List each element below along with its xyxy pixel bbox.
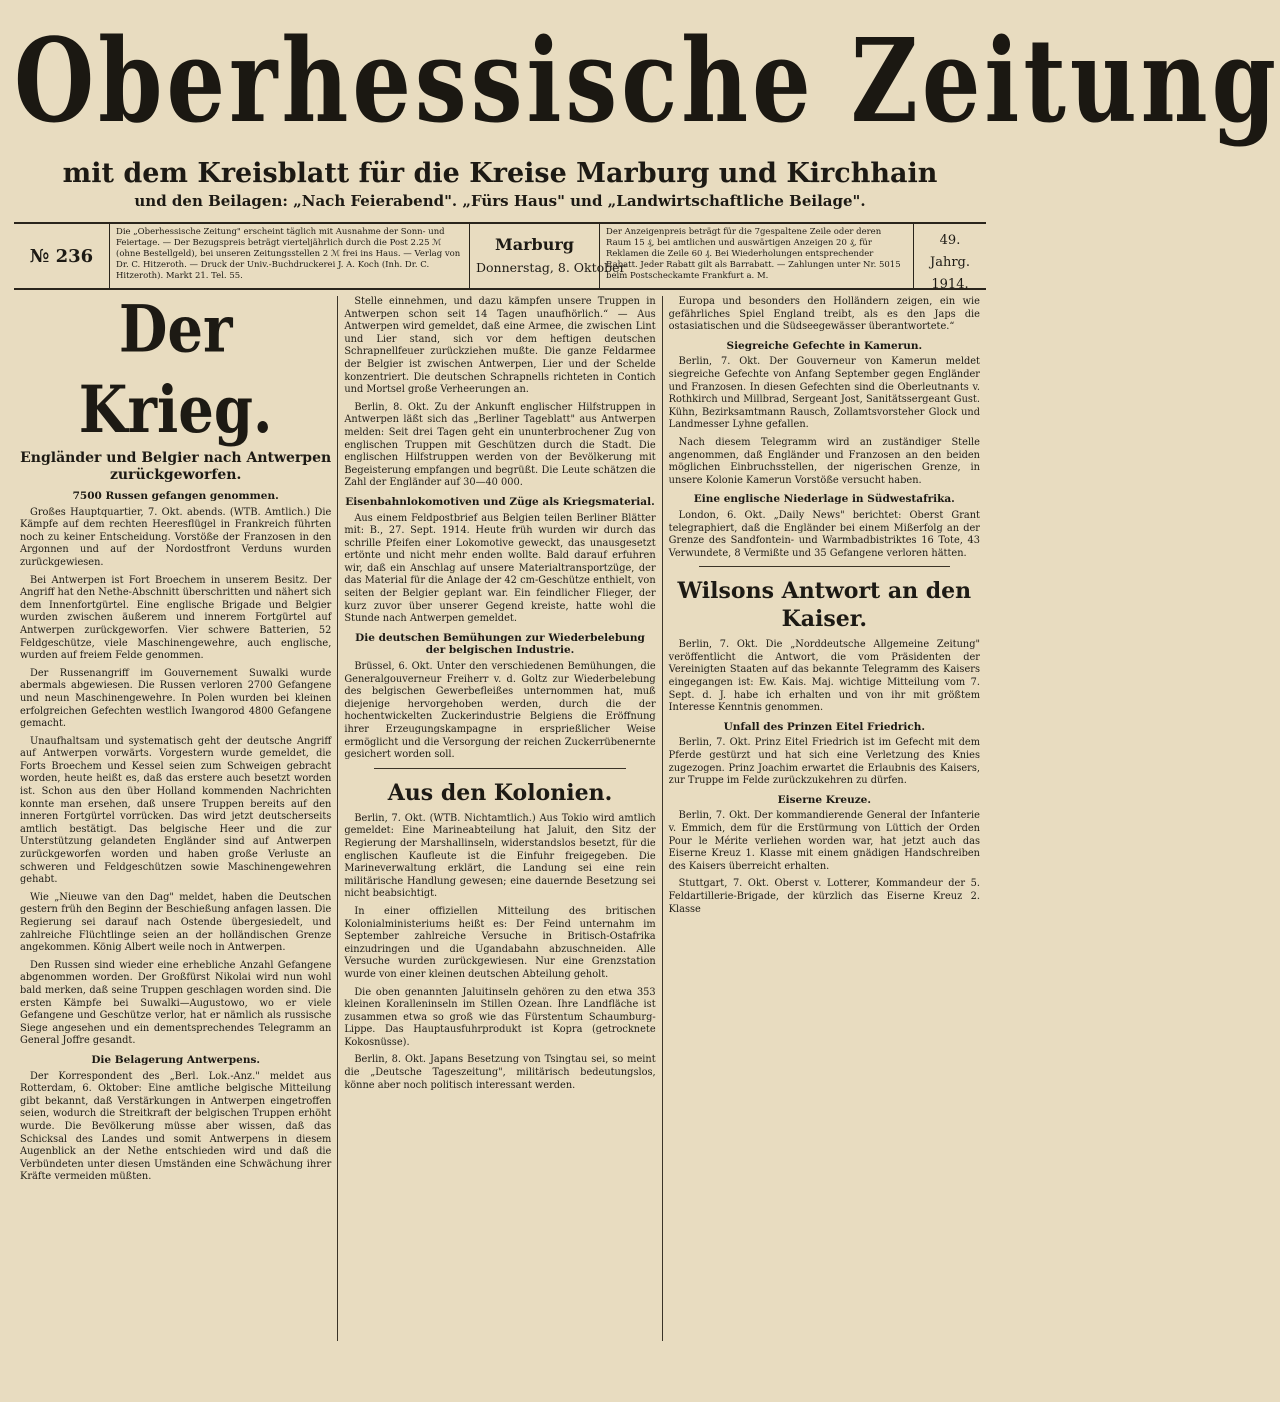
- paragraph: Der Russenangriff im Gouvernement Suwalki wurde abermals abgewiesen. Die Russen verloren 2700 Gefangene und neun Maschinengewehre. In Polen wurden bei kleinen erfolgreichen Gefechten westlich Iwangorod 4800 Gefangene gemacht.: [20, 667, 332, 730]
- paragraph: Berlin, 8. Okt. Zu der Ankunft englischer Hilfstruppen in Antwerpen läßt sich das „Berliner Tageblatt" aus Antwerpen melden: Seit drei Tagen geht ein ununterbrochener Zug von englischen Truppen mit Geschützen durch die Stadt. Die englischen Hilfstruppen werden von der Bevölkerung mit Begeisterung empfangen und begrüßt. Die Leute schätzen die Zahl der Engländer auf 30—40 000.: [344, 401, 656, 489]
- paragraph: In einer offiziellen Mitteilung des britischen Kolonialministeriums heißt es: Der Feind unternahm im September zahlreiche Versuche in Britisch-Ostafrika einzudringen und die Ugandabahn abzuschneiden. Alle Versuche wurden zurückgewiesen. Nur eine Grenzstation wurde von einer kleinen deutschen Abteilung geholt.: [344, 905, 656, 980]
- issue-number: № 236: [14, 224, 110, 288]
- paragraph: Berlin, 7. Okt. Der Gouverneur von Kamerun meldet siegreiche Gefechte von Anfang September gegen Engländer und Franzosen. In diesen Gefechten sind die Oberleutnants v. Rothkirch und Millbrad, Sergeant Jost, Sanitätssergeant Gust. Kühn, Bezirksamtmann Rausch, Zollamtsvorsteher Glock und Landmesser Lyhne gefallen.: [668, 356, 980, 431]
- newspaper-subtitle: mit dem Kreisblatt für die Kreise Marburg und Kirchhain: [62, 158, 938, 189]
- paragraph: Wie „Nieuwe van den Dag" meldet, haben die Deutschen gestern früh den Beginn der Beschießung anfagen lassen. Die Regierung sei darauf nach Ostende übergesiedelt, und zahlreiche Flüchtlinge seien an der holländischen Grenze angekommen. König Albert weile noch in Antwerpen.: [20, 891, 332, 954]
- paragraph: Berlin, 8. Okt. Japans Besetzung von Tsingtau sei, so meint die „Deutsche Tageszeitung", militärisch bedeutungslos, könne aber noch politisch interessant werden.: [344, 1054, 656, 1091]
- paragraph: Nach diesem Telegramm wird an zuständiger Stelle angenommen, daß Engländer und Franzosen an den beiden möglichen Einbruchsstellen, der nigerischen Grenze, in unsere Kolonie Kamerun Vorstöße versucht haben.: [668, 436, 980, 486]
- volume-block: [914, 224, 986, 292]
- subheadline: 7500 Russen gefangen genommen.: [72, 490, 279, 502]
- date-block: [470, 224, 626, 288]
- headline: Wilsons Antwort an den Kaiser.: [677, 578, 972, 633]
- subheadline: Eine englische Niederlage in Südwestafrika.: [693, 493, 955, 506]
- subscription-info: Die „Oberhessische Zeitung" erscheint täglich mit Ausnahme der Sonn- und Feiertage. — Der Bezugspreis beträgt vierteljährlich durch die Post 2.25 ℳ (ohne Bestellgeld), bei unseren Zeitungsstellen 2 ℳ frei ins Haus. — Verlag von Dr. C. Hitzeroth. — Druck der Univ.-Buchdruckerei J. A. Koch (Inh. Dr. C. Hitzeroth). Markt 21. Tel. 55.: [110, 224, 470, 288]
- year: 1914.: [931, 277, 969, 292]
- column-3: [663, 296, 986, 1341]
- paragraph: Stelle einnehmen, und dazu kämpfen unsere Truppen in Antwerpen schon seit 14 Tagen unaufhörlich.“ — Aus Antwerpen wird gemeldet, daß eine Armee, die zwischen Lint und Lier stand, sich vor dem heftigen deutschen Schrapnellfeuer zurückziehen mußte. Die ganze Feldarmee der Belgier ist zwischen Antwerpen, Lier und der Schelde konzentriert. Die deutschen Schrapnells richteten in Contich und Mortsel große Verheerungen an.: [344, 296, 656, 396]
- info-bar: [14, 222, 986, 290]
- subheadline: Die Belagerung Antwerpens.: [91, 1053, 261, 1066]
- advertising-info: Der Anzeigenpreis beträgt für die 7gespaltene Zeile oder deren Raum 15 ₰, bei amtlichen und auswärtigen Anzeigen 20 ₰, für Reklamen die Zeile 60 ₰. Bei Wiederholungen entsprechender Rabatt. Jeder Rabatt gilt als Barrabatt. — Zahlungen unter Nr. 5015 beim Postscheckamte Frankfurt a. M.: [600, 224, 914, 288]
- headline: Engländer und Belgier nach Antwerpen zurückgeworfen.: [20, 450, 332, 483]
- paragraph: Berlin, 7. Okt. Der kommandierende General der Infanterie v. Emmich, dem für die Erstürmung von Lüttich der Orden Pour le Mérite verliehen worden war, hat jetzt auch das Eiserne Kreuz 1. Klasse mit einem gnädigen Handschreiben des Kaisers überreicht erhalten.: [668, 810, 980, 872]
- subheadline: Eisenbahnlokomotiven und Züge als Kriegsmaterial.: [345, 495, 655, 508]
- paragraph: Bei Antwerpen ist Fort Broechem in unserem Besitz. Der Angriff hat den Nethe-Abschnitt überschritten und nähert sich dem Innenfortgürtel. Eine englische Brigade und Belgier wurden zwischen äußerem und innerem Fortgürtel auf Antwerpen zurückgeworfen. Vier schwere Batterien, 52 Feldgeschütze, viele Maschinengewehre, auch englische, wurden auf freiem Felde genommen.: [20, 574, 332, 662]
- supplements-line: und den Beilagen: „Nach Feierabend". „Fürs Haus" und „Landwirtschaftliche Beilage".: [134, 192, 866, 210]
- paragraph: Den Russen sind wieder eine erhebliche Anzahl Gefangene abgenommen worden. Der Großfürst Nikolai wird nun wohl bald merken, daß seine Truppen geschlagen worden sind. Die ersten Kämpfe bei Suwalki—Augustowo, wo er viele Gefangene und Geschütze verlor, hat er nämlich als russische Siege angesehen und ein dementsprechendes Telegramm an General Joffre gesandt.: [20, 959, 332, 1047]
- column-2: [338, 296, 662, 1341]
- paragraph: Aus einem Feldpostbrief aus Belgien teilen Berliner Blätter mit: B., 27. Sept. 1914. Heute früh wurden wir durch das schrille Pfeifen einer Lokomotive geweckt, das unausgesetzt ertönte und nicht mehr enden wollte. Bald darauf erfuhren wir, daß ein Anschlag auf unsere Materialtransportzüge, der das Material für die Anlage der 42 cm-Geschütze enthielt, von seiten der Belgier geplant war. Ein feindlicher Flieger, der kurz zuvor über unserer Gegend kreiste, hatte wohl die Stunde nach Antwerpen gemeldet.: [344, 512, 656, 625]
- subheadline: Eiserne Kreuze.: [777, 793, 871, 806]
- main-headline: Der Krieg.: [78, 291, 273, 449]
- paragraph: Der Korrespondent des „Berl. Lok.-Anz." meldet aus Rotterdam, 6. Oktober: Eine amtliche belgische Mitteilung gibt bekannt, daß Verstärkungen in Antwerpen eingetroffen seien, wodurch die Streitkraft der belgischen Truppen erhöht wurde. Die Bevölkerung müsse aber wissen, daß das Schicksal des Landes und somit Antwerpens in diesem Augenblick an der Nethe entschieden wird und daß die Verbündeten unter diesen Umständen eine Schwächung ihrer Kräfte vermeiden müßten.: [20, 1070, 332, 1183]
- masthead: [14, 0, 1280, 212]
- column-1: [14, 291, 338, 1341]
- paragraph: Brüssel, 6. Okt. Unter den verschiedenen Bemühungen, die Generalgouverneur Freiherr v. d. Goltz zur Wiederbelebung des belgischen Gewerbefleißes unternommen hat, muß diejenige hervorgehoben werden, durch die der hochentwickelten Zuckerindustrie Belgiens die Eröffnung ihrer Erzeugungskampagne in ersprießlicher Weise ermöglicht und die Versorgung der reichen Zuckerrübenernte gesichert worden soll.: [344, 661, 656, 761]
- paragraph: London, 6. Okt. „Daily News" berichtet: Oberst Grant telegraphiert, daß die Engländer bei einem Mißerfolg an der Grenze des Sandfontein- und Warmbadbistriktes 16 Tote, 43 Verwundete, 8 Vermißte und 35 Gefangene verloren hätten.: [668, 509, 980, 559]
- subheadline: Die deutschen Bemühungen zur Wiederbelebung der belgischen Industrie.: [355, 631, 645, 657]
- paragraph: Die oben genannten Jaluitinseln gehören zu den etwa 353 kleinen Koralleninseln im Stillen Ozean. Ihre Landfläche ist zusammen etwa so groß wie das Fürstentum Schaumburg-Lippe. Das Hauptausfuhrprodukt ist Kopra (getrocknete Kokosnüsse).: [344, 986, 656, 1048]
- subheadline: Siegreiche Gefechte in Kamerun.: [726, 339, 923, 352]
- divider: [699, 566, 950, 567]
- article-columns: [14, 291, 986, 1341]
- city: Marburg: [495, 235, 574, 254]
- newspaper-title: Oberhessische Zeitung: [14, 13, 1280, 149]
- divider: [374, 768, 625, 769]
- headline: Aus den Kolonien.: [387, 779, 613, 806]
- paragraph: Unaufhaltsam und systematisch geht der deutsche Angriff auf Antwerpen vorwärts. Vorgestern wurde gemeldet, die Forts Broechem und Kessel seien zum Schweigen gebracht worden, heute heißt es, daß das erstere auch besetzt worden ist. Schon aus den über Holland kommenden Nachrichten konnte man ersehen, daß unsere Truppen bereits auf den inneren Fortgürtel vorrücken. Das wird jetzt deutscherseits amtlich bestätigt. Das belgische Heer und die zur Unterstützung gelandeten Engländer sind auf Antwerpen zurückgeworfen worden und haben große Verluste an schweren und Feldgeschützen sowie Maschinengewehren gehabt.: [20, 735, 332, 886]
- paragraph: Europa und besonders den Holländern zeigen, ein wie gefährliches Spiel England treibt, als es den Japs die ostasiatischen und die Südseegewässer überantwortete.“: [668, 296, 980, 333]
- date: Donnerstag, 8. Oktober: [476, 260, 626, 275]
- volume: 49. Jahrg.: [929, 233, 970, 270]
- paragraph: Großes Hauptquartier, 7. Okt. abends. (WTB. Amtlich.) Die Kämpfe auf dem rechten Heeresflügel in Frankreich führten noch zu keiner Entscheidung. Vorstöße der Franzosen in den Argonnen und auf der Nordostfront Verduns wurden zurückgewiesen.: [20, 506, 332, 568]
- paragraph: Berlin, 7. Okt. (WTB. Nichtamtlich.) Aus Tokio wird amtlich gemeldet: Eine Marineabteilung hat Jaluit, den Sitz der Regierung der Marshallinseln, widerstandslos besetzt, für die englischen Kaufleute ist die Einfuhr freigegeben. Die Marineverwaltung erklärt, die Landung sei eine rein militärische Handlung gewesen; eine dauernde Besetzung sei nicht beabsichtigt.: [344, 812, 656, 900]
- paragraph: Berlin, 7. Okt. Die „Norddeutsche Allgemeine Zeitung" veröffentlicht die Antwort, die vom Präsidenten der Vereinigten Staaten auf das bekannte Telegramm des Kaisers eingegangen ist: Ew. Kais. Maj. wichtige Mitteilung vom 7. Sept. d. J. habe ich erhalten und von ihr mit größtem Interesse Kenntnis genommen.: [668, 639, 980, 714]
- paragraph: Berlin, 7. Okt. Prinz Eitel Friedrich ist im Gefecht mit dem Pferde gestürzt und hat sich eine Verletzung des Knies zugezogen. Prinz Joachim erwartet die Erlaubnis des Kaisers, zur Truppe im Felde zurückzukehren zu dürfen.: [668, 737, 980, 787]
- paragraph: Stuttgart, 7. Okt. Oberst v. Lotterer, Kommandeur der 5. Feldartillerie-Brigade, der kürzlich das Eiserne Kreuz 2. Klasse: [668, 878, 980, 915]
- subheadline: Unfall des Prinzen Eitel Friedrich.: [723, 720, 926, 733]
